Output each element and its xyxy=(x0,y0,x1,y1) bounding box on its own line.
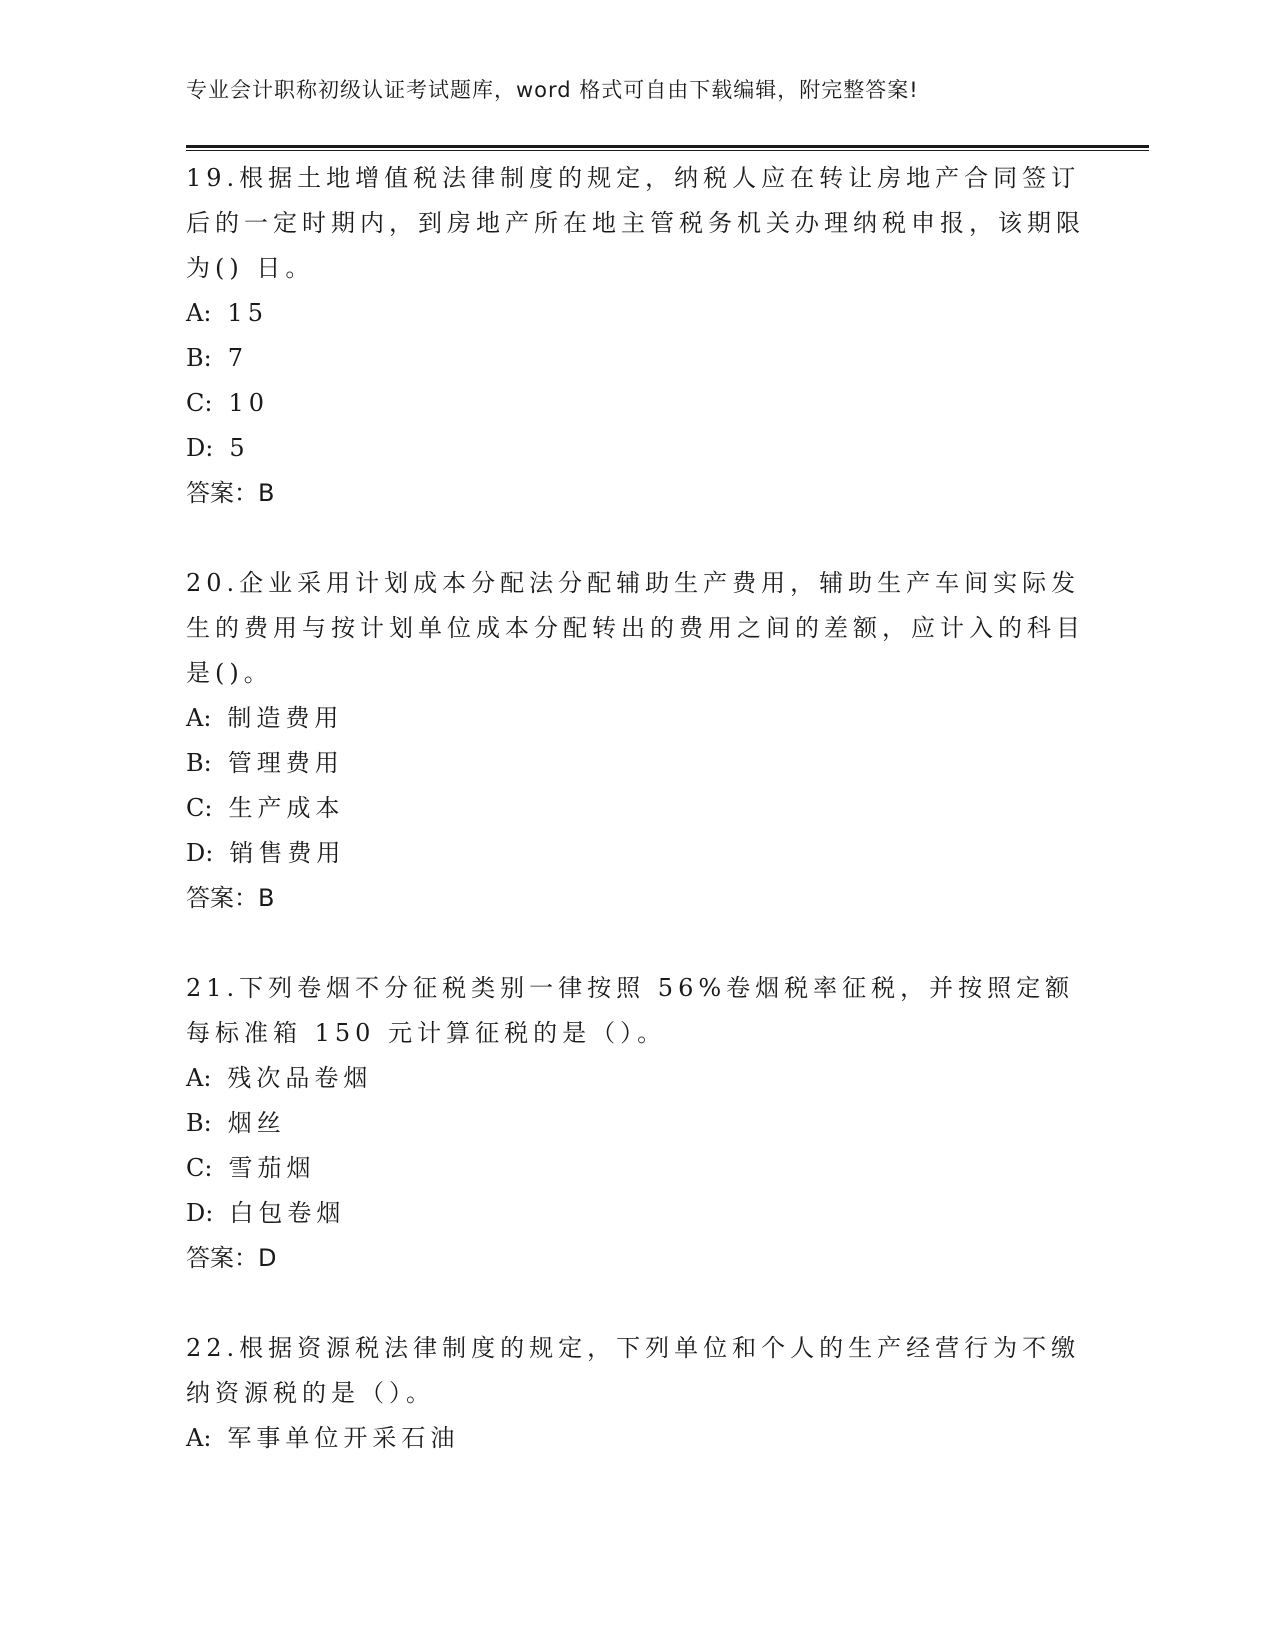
option-text: 管理费用 xyxy=(227,749,344,777)
option-key: A: xyxy=(186,1424,212,1452)
option-key: B: xyxy=(186,1109,212,1137)
option-b xyxy=(186,336,1086,381)
option-d xyxy=(186,831,1086,876)
answer-line: 答案：D xyxy=(186,1244,277,1272)
page-header: 专业会计职称初级认证考试题库，word 格式可自由下载编辑，附完整答案! xyxy=(186,78,919,102)
option-text: 15 xyxy=(227,299,268,327)
option-a xyxy=(186,1056,1086,1101)
option-text: 7 xyxy=(227,344,249,372)
option-a xyxy=(186,696,1086,741)
option-key: A: xyxy=(186,1064,212,1092)
question-stem: 19.根据土地增值税法律制度的规定，纳税人应在转让房地产合同签订后的一定时期内，到房地产所在地主管税务机关办理纳税申报，该期限为() 日。 xyxy=(186,164,1085,282)
question-list xyxy=(186,156,1086,1461)
option-key: B: xyxy=(186,344,212,372)
option-text: 生产成本 xyxy=(228,794,345,822)
question-22 xyxy=(186,1326,1086,1461)
question-19 xyxy=(186,156,1086,516)
option-text: 10 xyxy=(228,389,269,417)
question-20 xyxy=(186,561,1086,921)
option-key: D: xyxy=(186,1199,214,1227)
option-b xyxy=(186,741,1086,786)
option-text: 销售费用 xyxy=(229,839,346,867)
option-key: A: xyxy=(186,299,212,327)
option-b xyxy=(186,1101,1086,1146)
option-key: D: xyxy=(186,434,214,462)
option-text: 军事单位开采石油 xyxy=(227,1424,460,1452)
question-spacer xyxy=(186,921,1086,966)
option-c xyxy=(186,786,1086,831)
option-text: 雪茄烟 xyxy=(228,1154,316,1182)
question-21 xyxy=(186,966,1086,1281)
header-divider xyxy=(186,145,1149,151)
option-text: 烟丝 xyxy=(227,1109,286,1137)
option-key: C: xyxy=(186,794,213,822)
question-stem: 21.下列卷烟不分征税类别一律按照 56%卷烟税率征税，并按照定额每标准箱 150 元计算征税的是（）。 xyxy=(186,974,1075,1047)
option-key: A: xyxy=(186,704,212,732)
option-key: C: xyxy=(186,1154,213,1182)
question-stem: 22.根据资源税法律制度的规定，下列单位和个人的生产经营行为不缴纳资源税的是（）。 xyxy=(186,1334,1081,1407)
option-text: 制造费用 xyxy=(227,704,344,732)
option-key: B: xyxy=(186,749,212,777)
option-text: 5 xyxy=(229,434,250,462)
option-d xyxy=(186,426,1086,471)
option-c xyxy=(186,1146,1086,1191)
option-text: 残次品卷烟 xyxy=(227,1064,373,1092)
option-c xyxy=(186,381,1086,426)
question-stem: 20.企业采用计划成本分配法分配辅助生产费用，辅助生产车间实际发生的费用与按计划单位成本分配转出的费用之间的差额，应计入的科目是()。 xyxy=(186,569,1085,687)
option-text: 白包卷烟 xyxy=(229,1199,346,1227)
option-a xyxy=(186,1416,1086,1461)
question-spacer xyxy=(186,516,1086,561)
option-a xyxy=(186,291,1086,336)
answer-line: 答案：B xyxy=(186,479,275,507)
option-d xyxy=(186,1191,1086,1236)
option-key: C: xyxy=(186,389,213,417)
answer-line: 答案：B xyxy=(186,884,275,912)
question-spacer xyxy=(186,1281,1086,1326)
option-key: D: xyxy=(186,839,214,867)
